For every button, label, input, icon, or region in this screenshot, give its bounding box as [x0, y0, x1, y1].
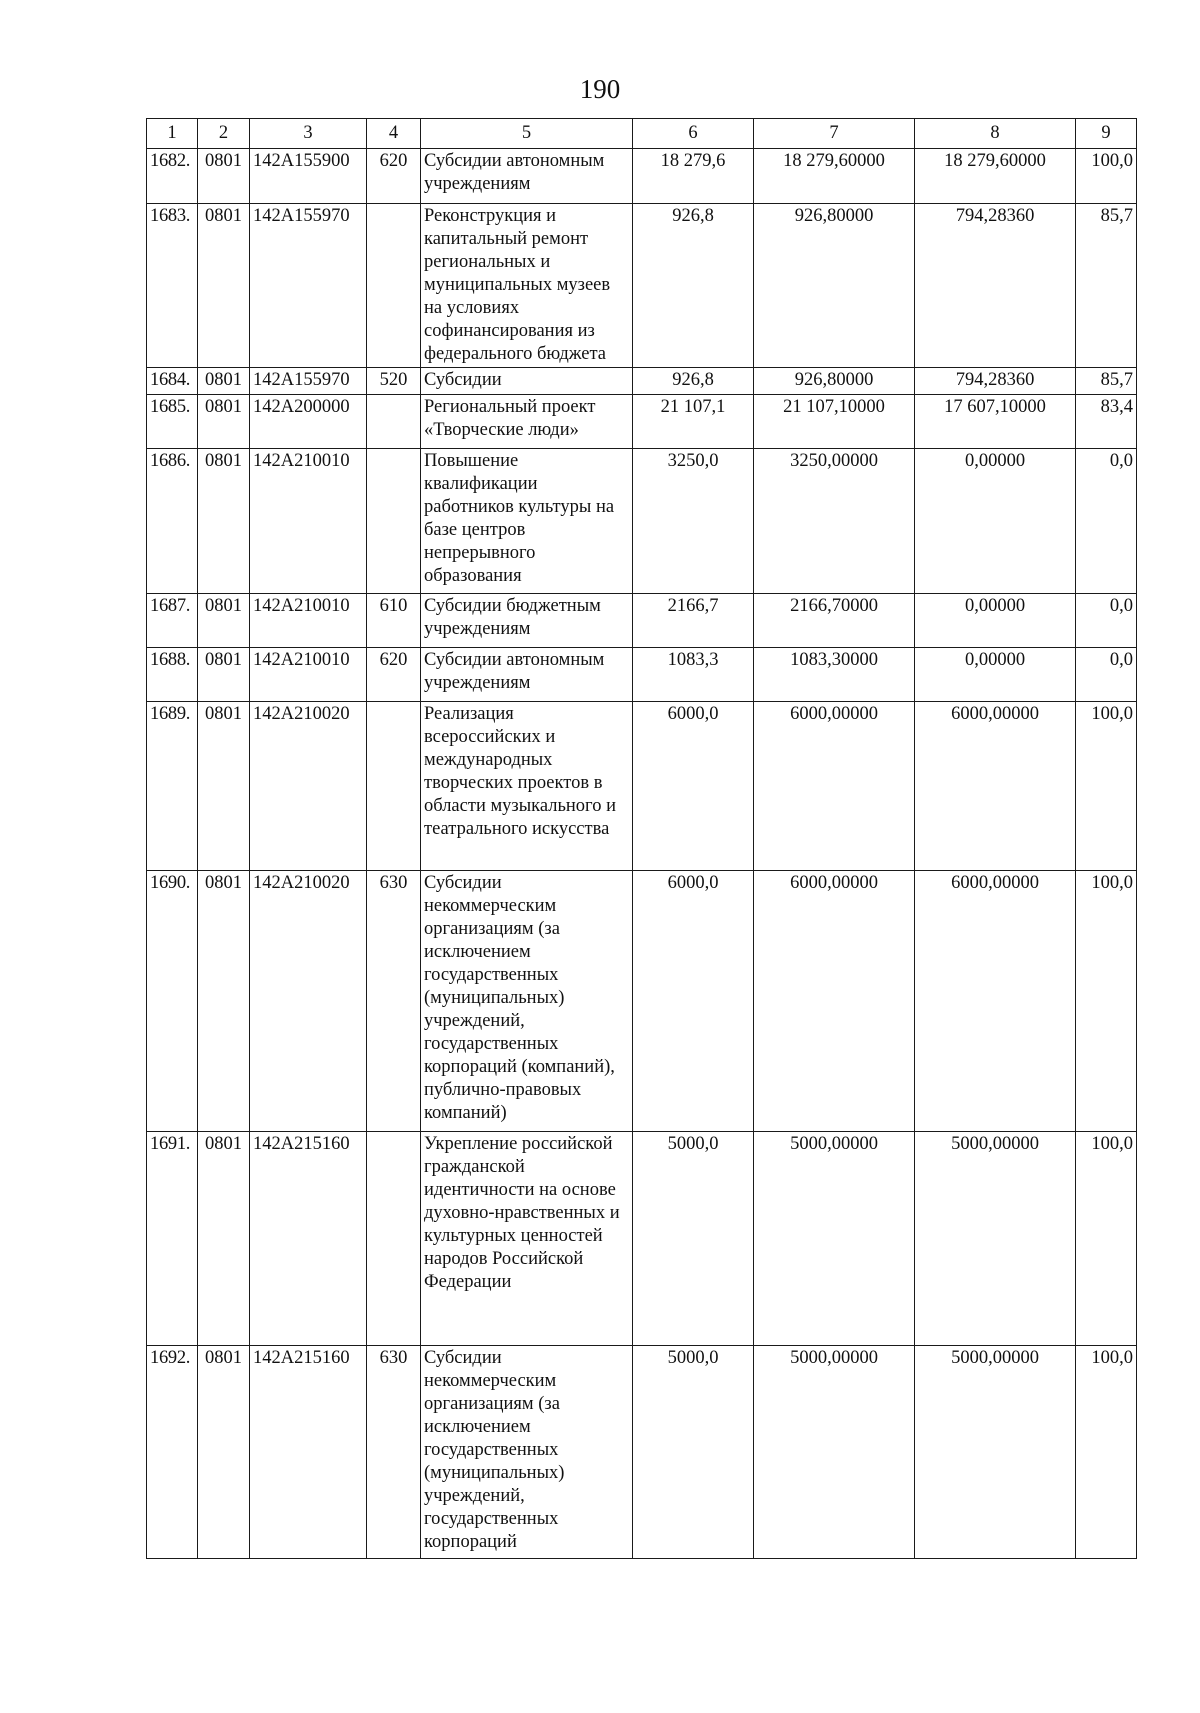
planned-amount: 926,80000 [754, 204, 915, 368]
table-row [147, 449, 1137, 594]
section-code: 0801 [198, 368, 250, 395]
row-number: 1692. [147, 1346, 198, 1559]
budget-table [146, 118, 1137, 1559]
executed-amount: 0,00000 [915, 594, 1076, 648]
executed-amount: 18 279,60000 [915, 149, 1076, 204]
header-cell: 2 [198, 119, 250, 149]
planned-amount: 18 279,60000 [754, 149, 915, 204]
planned-amount: 3250,00000 [754, 449, 915, 594]
section-code: 0801 [198, 204, 250, 368]
row-number: 1687. [147, 594, 198, 648]
item-name: Региональный проект «Творческие люди» [421, 395, 633, 449]
execution-percent: 100,0 [1076, 871, 1137, 1132]
execution-percent: 85,7 [1076, 368, 1137, 395]
table-row [147, 702, 1137, 871]
row-number: 1691. [147, 1132, 198, 1346]
approved-amount: 926,8 [633, 368, 754, 395]
approved-amount: 21 107,1 [633, 395, 754, 449]
section-code: 0801 [198, 395, 250, 449]
approved-amount: 1083,3 [633, 648, 754, 702]
expense-type-code [367, 1132, 421, 1346]
executed-amount: 5000,00000 [915, 1132, 1076, 1346]
section-code: 0801 [198, 648, 250, 702]
item-name: Реконструкция и капитальный ремонт региональных и муниципальных музеев на условиях софинансирования из федерального бюджета [421, 204, 633, 368]
execution-percent: 83,4 [1076, 395, 1137, 449]
target-article-code: 142А155970 [250, 204, 367, 368]
target-article-code: 142А200000 [250, 395, 367, 449]
table-row [147, 1346, 1137, 1559]
expense-type-code [367, 449, 421, 594]
item-name: Субсидии [421, 368, 633, 395]
planned-amount: 2166,70000 [754, 594, 915, 648]
executed-amount: 794,28360 [915, 204, 1076, 368]
approved-amount: 6000,0 [633, 702, 754, 871]
approved-amount: 18 279,6 [633, 149, 754, 204]
row-number: 1684. [147, 368, 198, 395]
header-cell: 3 [250, 119, 367, 149]
approved-amount: 2166,7 [633, 594, 754, 648]
execution-percent: 0,0 [1076, 594, 1137, 648]
target-article-code: 142А210020 [250, 871, 367, 1132]
execution-percent: 0,0 [1076, 449, 1137, 594]
row-number: 1686. [147, 449, 198, 594]
section-code: 0801 [198, 149, 250, 204]
item-name: Субсидии некоммерческим организациям (за исключением государственных (муниципальных) учреждений, государственных корпораций (компаний), публично-правовых компаний) [421, 871, 633, 1132]
header-row [147, 119, 1137, 149]
page-number: 190 [579, 74, 621, 104]
expense-type-code: 630 [367, 871, 421, 1132]
item-name: Субсидии некоммерческим организациям (за исключением государственных (муниципальных) учреждений, государственных корпораций [421, 1346, 633, 1559]
target-article-code: 142А210010 [250, 449, 367, 594]
header-cell: 8 [915, 119, 1076, 149]
row-number: 1685. [147, 395, 198, 449]
header-cell: 6 [633, 119, 754, 149]
approved-amount: 3250,0 [633, 449, 754, 594]
header-cell: 4 [367, 119, 421, 149]
table-row [147, 395, 1137, 449]
header-cell: 9 [1076, 119, 1137, 149]
expense-type-code [367, 395, 421, 449]
target-article-code: 142А210020 [250, 702, 367, 871]
table-header [147, 119, 1137, 149]
executed-amount: 5000,00000 [915, 1346, 1076, 1559]
approved-amount: 6000,0 [633, 871, 754, 1132]
execution-percent: 100,0 [1076, 1132, 1137, 1346]
item-name: Субсидии бюджетным учреждениям [421, 594, 633, 648]
executed-amount: 6000,00000 [915, 871, 1076, 1132]
planned-amount: 5000,00000 [754, 1346, 915, 1559]
execution-percent: 100,0 [1076, 1346, 1137, 1559]
target-article-code: 142А210010 [250, 648, 367, 702]
row-number: 1688. [147, 648, 198, 702]
planned-amount: 5000,00000 [754, 1132, 915, 1346]
table-row [147, 204, 1137, 368]
table-row [147, 1132, 1137, 1346]
planned-amount: 6000,00000 [754, 871, 915, 1132]
expense-type-code [367, 702, 421, 871]
section-code: 0801 [198, 1132, 250, 1346]
section-code: 0801 [198, 871, 250, 1132]
item-name: Субсидии автономным учреждениям [421, 149, 633, 204]
table-body [147, 149, 1137, 1559]
target-article-code: 142А155970 [250, 368, 367, 395]
planned-amount: 21 107,10000 [754, 395, 915, 449]
item-name: Реализация всероссийских и международных творческих проектов в области музыкального и театрального искусства [421, 702, 633, 871]
execution-percent: 0,0 [1076, 648, 1137, 702]
expense-type-code [367, 204, 421, 368]
target-article-code: 142А155900 [250, 149, 367, 204]
row-number: 1690. [147, 871, 198, 1132]
executed-amount: 794,28360 [915, 368, 1076, 395]
section-code: 0801 [198, 702, 250, 871]
table-row [147, 871, 1137, 1132]
expense-type-code: 520 [367, 368, 421, 395]
header-cell: 7 [754, 119, 915, 149]
item-name: Субсидии автономным учреждениям [421, 648, 633, 702]
executed-amount: 0,00000 [915, 449, 1076, 594]
execution-percent: 85,7 [1076, 204, 1137, 368]
execution-percent: 100,0 [1076, 702, 1137, 871]
table-row [147, 149, 1137, 204]
target-article-code: 142А210010 [250, 594, 367, 648]
expense-type-code: 620 [367, 149, 421, 204]
expense-type-code: 610 [367, 594, 421, 648]
item-name: Повышение квалификации работников культуры на базе центров непрерывного образования [421, 449, 633, 594]
section-code: 0801 [198, 594, 250, 648]
execution-percent: 100,0 [1076, 149, 1137, 204]
planned-amount: 1083,30000 [754, 648, 915, 702]
target-article-code: 142А215160 [250, 1346, 367, 1559]
expense-type-code: 620 [367, 648, 421, 702]
item-name: Укрепление российской гражданской идентичности на основе духовно-нравственных и культурных ценностей народов Российской Федерации [421, 1132, 633, 1346]
expense-type-code: 630 [367, 1346, 421, 1559]
executed-amount: 17 607,10000 [915, 395, 1076, 449]
executed-amount: 6000,00000 [915, 702, 1076, 871]
planned-amount: 6000,00000 [754, 702, 915, 871]
row-number: 1689. [147, 702, 198, 871]
table-row [147, 648, 1137, 702]
table-row [147, 594, 1137, 648]
table-row [147, 368, 1137, 395]
section-code: 0801 [198, 449, 250, 594]
approved-amount: 5000,0 [633, 1132, 754, 1346]
approved-amount: 926,8 [633, 204, 754, 368]
approved-amount: 5000,0 [633, 1346, 754, 1559]
header-cell: 5 [421, 119, 633, 149]
executed-amount: 0,00000 [915, 648, 1076, 702]
row-number: 1683. [147, 204, 198, 368]
header-cell: 1 [147, 119, 198, 149]
section-code: 0801 [198, 1346, 250, 1559]
target-article-code: 142А215160 [250, 1132, 367, 1346]
row-number: 1682. [147, 149, 198, 204]
planned-amount: 926,80000 [754, 368, 915, 395]
